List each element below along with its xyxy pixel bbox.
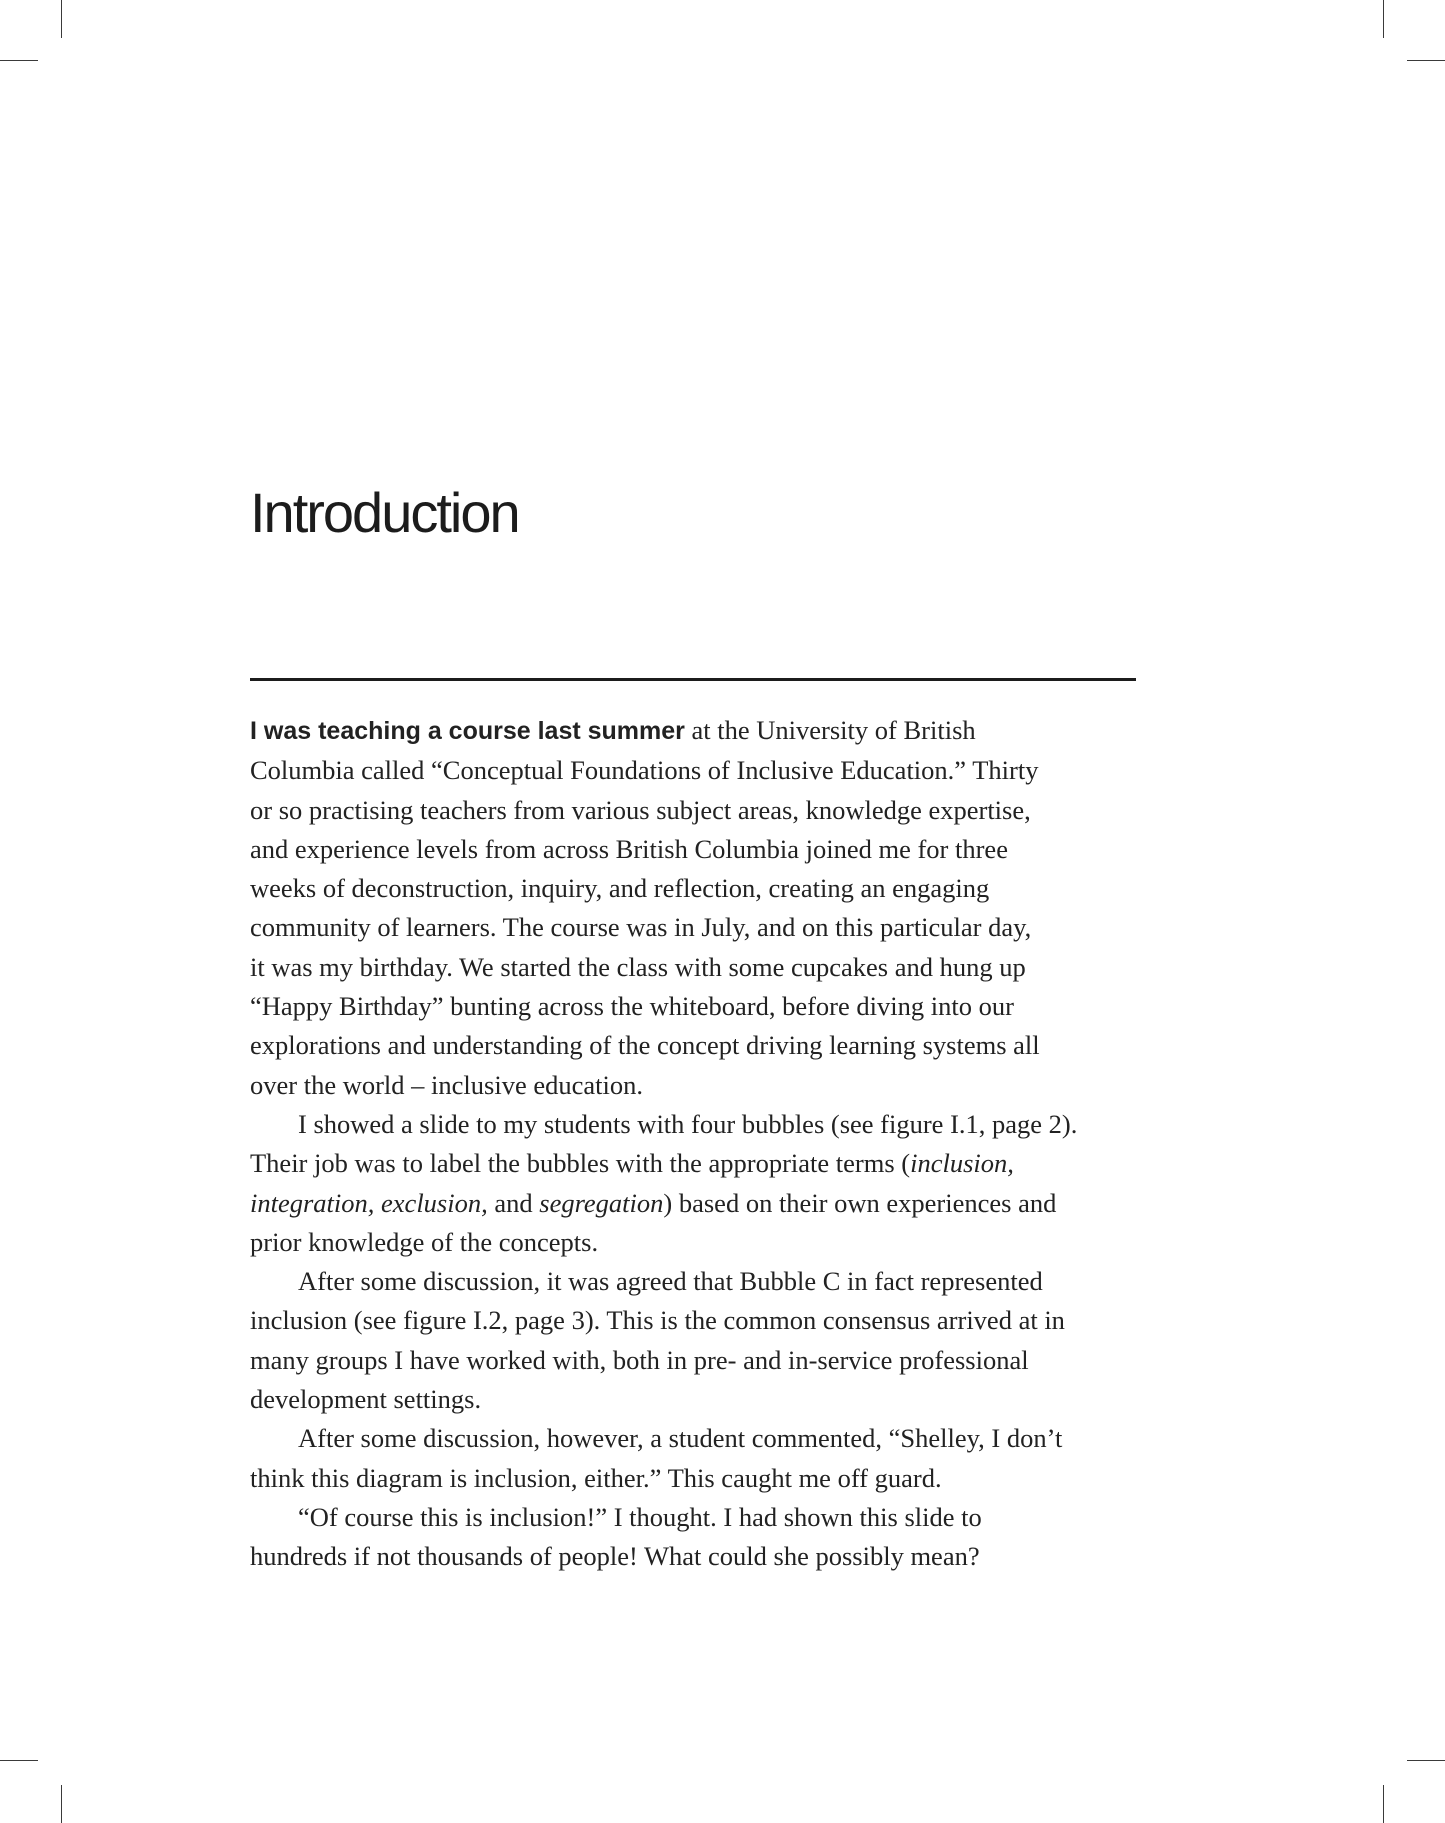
text-line: weeks of deconstruction, inquiry, and reflection, creating an engaging <box>250 873 990 904</box>
text-line: I was teaching a course last summer at the University of British <box>250 715 976 745</box>
paragraph-5 <box>250 1498 1150 1577</box>
text-line: I showed a slide to my students with four bubbles (see figure I.1, page 2). <box>298 1108 1078 1139</box>
text-line: think this diagram is inclusion, either.” This caught me off guard. <box>250 1462 942 1493</box>
title-rule <box>250 678 1136 681</box>
text-line: and experience levels from across British Columbia joined me for three <box>250 833 1008 864</box>
text-line: Columbia called “Conceptual Foundations of Inclusive Education.” Thirty <box>250 755 1039 786</box>
crop-mark <box>61 0 62 38</box>
crop-mark <box>1407 1760 1445 1761</box>
crop-mark <box>0 1760 38 1761</box>
text-line: “Happy Birthday” bunting across the whiteboard, before diving into our <box>250 991 1014 1022</box>
text-line: integration, exclusion, and segregation) based on their own experiences and <box>250 1187 1057 1218</box>
text-line: “Of course this is inclusion!” I thought. I had shown this slide to <box>298 1501 982 1532</box>
text-line: hundreds if not thousands of people! What could she possibly mean? <box>250 1541 980 1572</box>
text-line: community of learners. The course was in July, and on this particular day, <box>250 912 1032 943</box>
text-line: Their job was to label the bubbles with the appropriate terms (inclusion, <box>250 1148 1014 1179</box>
text-line: development settings. <box>250 1384 482 1415</box>
crop-mark <box>0 60 38 61</box>
text-line: After some discussion, it was agreed that Bubble C in fact represented <box>298 1266 1043 1297</box>
text-line: explorations and understanding of the concept driving learning systems all <box>250 1030 1040 1061</box>
crop-mark <box>1383 0 1384 38</box>
term-integration: integration, <box>250 1187 375 1218</box>
term-inclusion: inclusion, <box>910 1148 1014 1179</box>
text-line: or so practising teachers from various subject areas, knowledge expertise, <box>250 794 1031 825</box>
paragraph-4 <box>250 1419 1150 1498</box>
text-line: After some discussion, however, a student commented, “Shelley, I don’t <box>298 1423 1063 1454</box>
term-exclusion: exclusion, <box>381 1187 488 1218</box>
crop-mark <box>61 1785 62 1823</box>
text-line: it was my birthday. We started the class with some cupcakes and hung up <box>250 951 1026 982</box>
crop-mark <box>1407 60 1445 61</box>
paragraph-2 <box>250 1105 1150 1262</box>
text-line: over the world – inclusive education. <box>250 1069 643 1100</box>
body-text <box>250 711 1150 1577</box>
text-line: inclusion (see figure I.2, page 3). This is the common consensus arrived at in <box>250 1305 1065 1336</box>
paragraph-3 <box>250 1262 1150 1419</box>
crop-mark <box>1383 1785 1384 1823</box>
term-segregation: segregation <box>539 1187 664 1218</box>
paragraph-1 <box>250 711 1150 1105</box>
chapter-title: Introduction <box>250 481 519 544</box>
text-line: prior knowledge of the concepts. <box>250 1226 599 1257</box>
lead-in-text: I was teaching a course last summer <box>250 717 685 745</box>
text-line: many groups I have worked with, both in pre- and in-service professional <box>250 1344 1029 1375</box>
